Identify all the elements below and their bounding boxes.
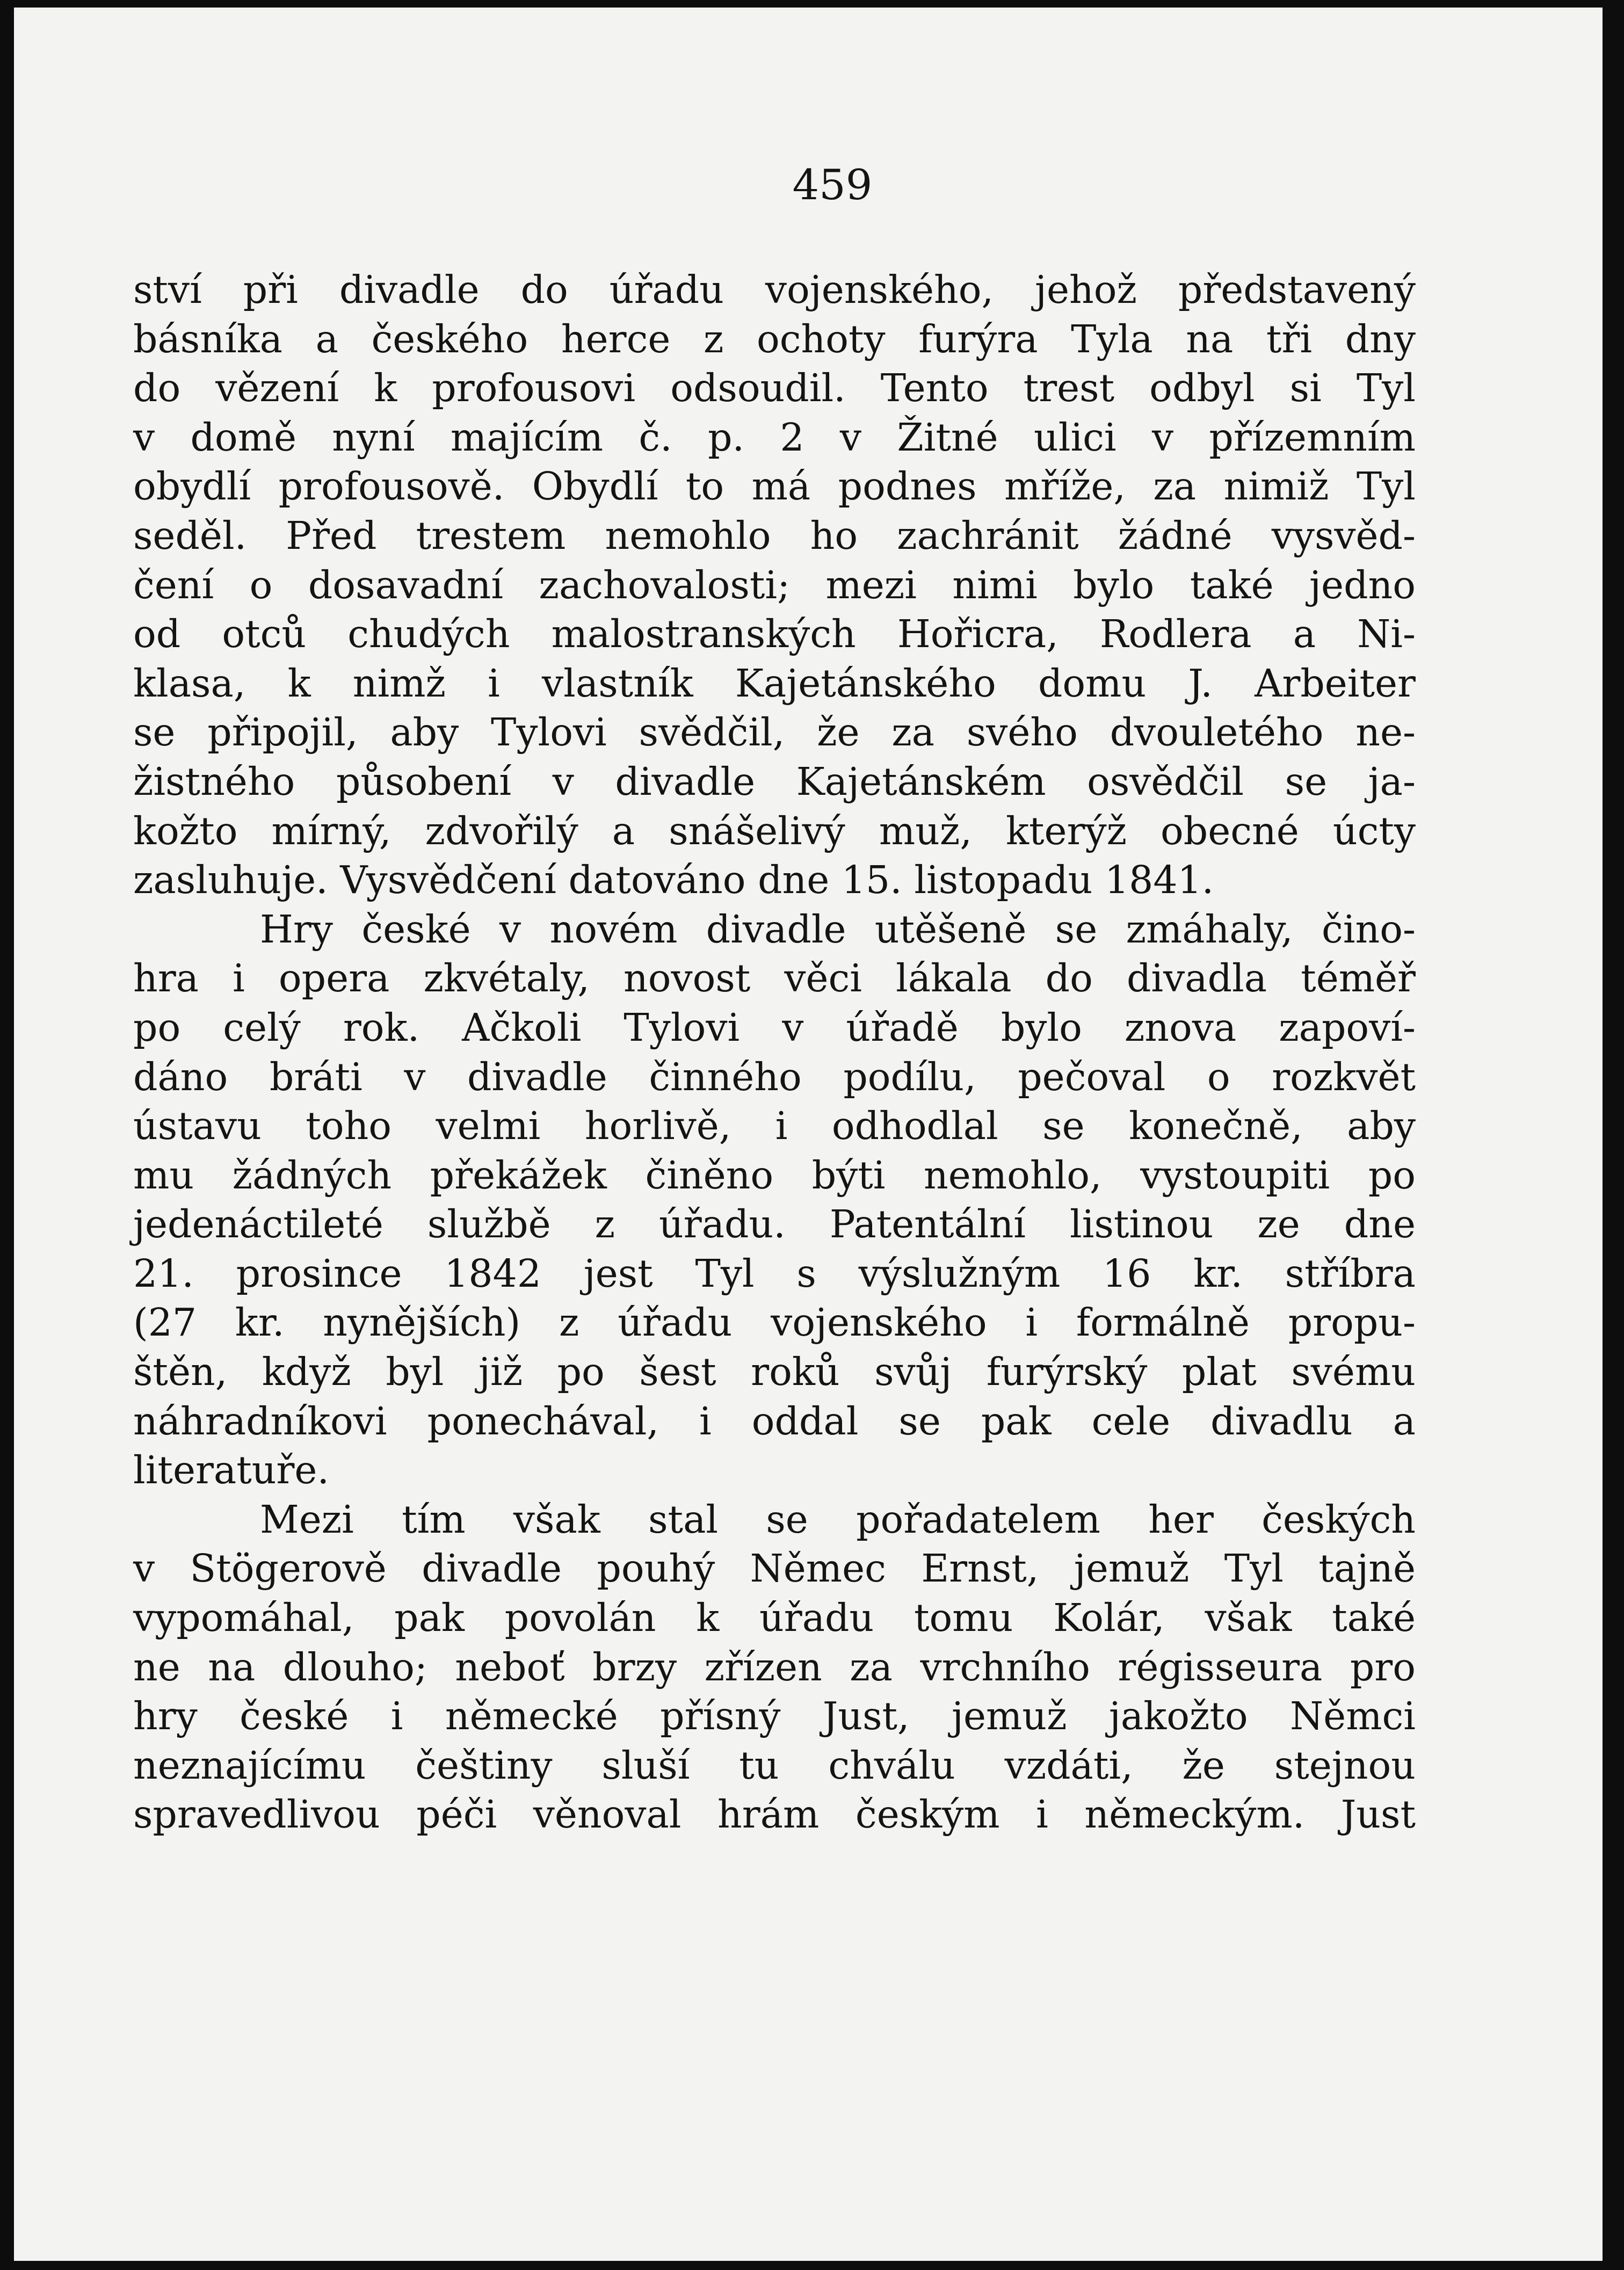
text-line: štěn, když byl již po šest roků svůj furýrský plat svému [133,1350,1416,1395]
text-line: neznajícímu češtiny sluší tu chválu vzdáti, že stejnou [133,1743,1416,1788]
text-line: se připojil, aby Tylovi svědčil, že za svého dvouletého ne- [133,710,1416,755]
text-line: Mezi tím však stal se pořadatelem her českých [260,1497,1416,1542]
book-page [14,8,1603,2261]
body-text [133,265,1416,1839]
text-line: 21. prosince 1842 jest Tyl s výslužným 16 kr. stříbra [133,1251,1416,1296]
text-line: obydlí profousově. Obydlí to má podnes mříže, za nimiž Tyl [133,464,1416,509]
text-line: v Stögerově divadle pouhý Němec Ernst, jemuž Tyl tajně [133,1546,1416,1591]
text-line: žistného působení v divadle Kajetánském osvědčil se ja- [133,759,1416,804]
text-line: ústavu toho velmi horlivě, i odhodlal se konečně, aby [133,1104,1416,1149]
text-line: ne na dlouho; neboť brzy zřízen za vrchního régisseura pro [133,1644,1416,1689]
text-line: do vězení k profousovi odsoudil. Tento trest odbyl si Tyl [133,366,1416,411]
text-line: zasluhuje. Vysvědčení datováno dne 15. listopadu 1841. [133,858,1214,903]
text-line: básníka a českého herce z ochoty furýra Tyla na tři dny [133,316,1416,361]
text-line: hry české i německé přísný Just, jemuž jakožto Němci [133,1694,1416,1739]
text-line: čení o dosavadní zachovalosti; mezi nimi bylo také jedno [133,562,1416,607]
text-line: v domě nyní majícím č. p. 2 v Žitné ulici v přízemním [133,415,1416,460]
text-line: seděl. Před trestem nemohlo ho zachránit žádné vysvěd- [133,513,1416,558]
text-line: mu žádných překážek činěno býti nemohlo, vystoupiti po [133,1152,1416,1198]
text-line: kožto mírný, zdvořilý a snášelivý muž, kterýž obecné úcty [133,808,1416,853]
text-line: literatuře. [133,1448,330,1493]
text-line: (27 kr. nynějších) z úřadu vojenského i formálně propu- [133,1300,1416,1345]
text-line: jedenáctileté službě z úřadu. Patentální listinou ze dne [133,1202,1416,1247]
text-line: vypomáhal, pak povolán k úřadu tomu Kolár, však také [133,1595,1416,1641]
page-number: 459 [792,161,873,209]
text-line: od otců chudých malostranských Hořicra, Rodlera a Ni- [133,612,1416,657]
text-line: po celý rok. Ačkoli Tylovi v úřadě bylo znova zapoví- [133,1005,1416,1050]
text-line: Hry české v novém divadle utěšeně se zmáhaly, čino- [260,906,1416,952]
text-line: dáno bráti v divadle činného podílu, pečoval o rozkvět [133,1054,1416,1099]
text-line: náhradníkovi ponechával, i oddal se pak cele divadlu a [133,1398,1416,1444]
text-line: ství při divadle do úřadu vojenského, jehož představený [133,267,1416,312]
text-line: hra i opera zkvétaly, novost věci lákala do divadla téměř [133,956,1416,1001]
text-line: klasa, k nimž i vlastník Kajetánského domu J. Arbeiter [133,661,1416,706]
text-line: spravedlivou péči věnoval hrám českým i německým. Just [133,1792,1416,1837]
